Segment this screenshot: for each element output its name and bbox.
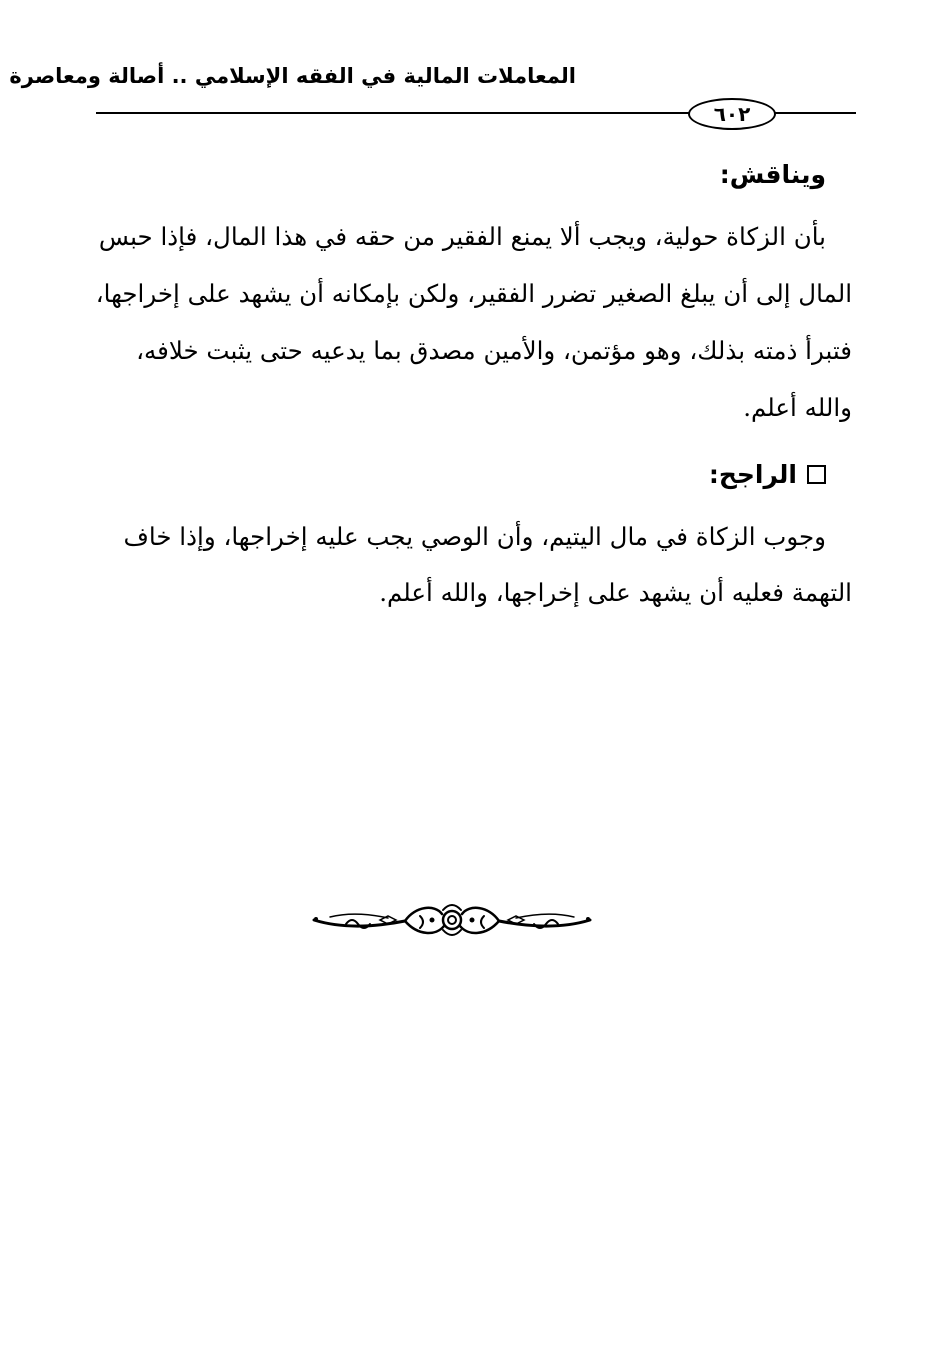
paragraph-line: والله أعلم. — [743, 393, 852, 422]
section-heading-label: الراجح: — [708, 460, 797, 489]
running-title: المعاملات المالية في الفقه الإسلامي .. أصالة ومعاصرة — [9, 64, 576, 88]
square-bullet-icon — [807, 465, 826, 484]
paragraph-line: بأن الزكاة حولية، ويجب ألا يمنع الفقير من حقه في هذا المال، فإذا حبس — [98, 222, 826, 251]
paragraph-line: وجوب الزكاة في مال اليتيم، وأن الوصي يجب عليه إخراجها، وإذا خاف — [123, 522, 826, 551]
section-heading-discussion: ويناقش: — [719, 160, 826, 189]
paragraph-line: المال إلى أن يبلغ الصغير تضرر الفقير، ولكن بإمكانه أن يشهد على إخراجها، — [95, 279, 852, 308]
paragraph-line: فتبرأ ذمته بذلك، وهو مؤتمن، والأمين مصدق بما يدعيه حتى يثبت خلافه، — [136, 336, 852, 365]
section-heading-preponderant — [709, 460, 826, 489]
decorative-divider-icon — [310, 898, 594, 942]
paragraph-line: التهمة فعليه أن يشهد على إخراجها، والله أعلم. — [379, 578, 852, 607]
page-number: ٦٠٢ — [688, 98, 776, 130]
